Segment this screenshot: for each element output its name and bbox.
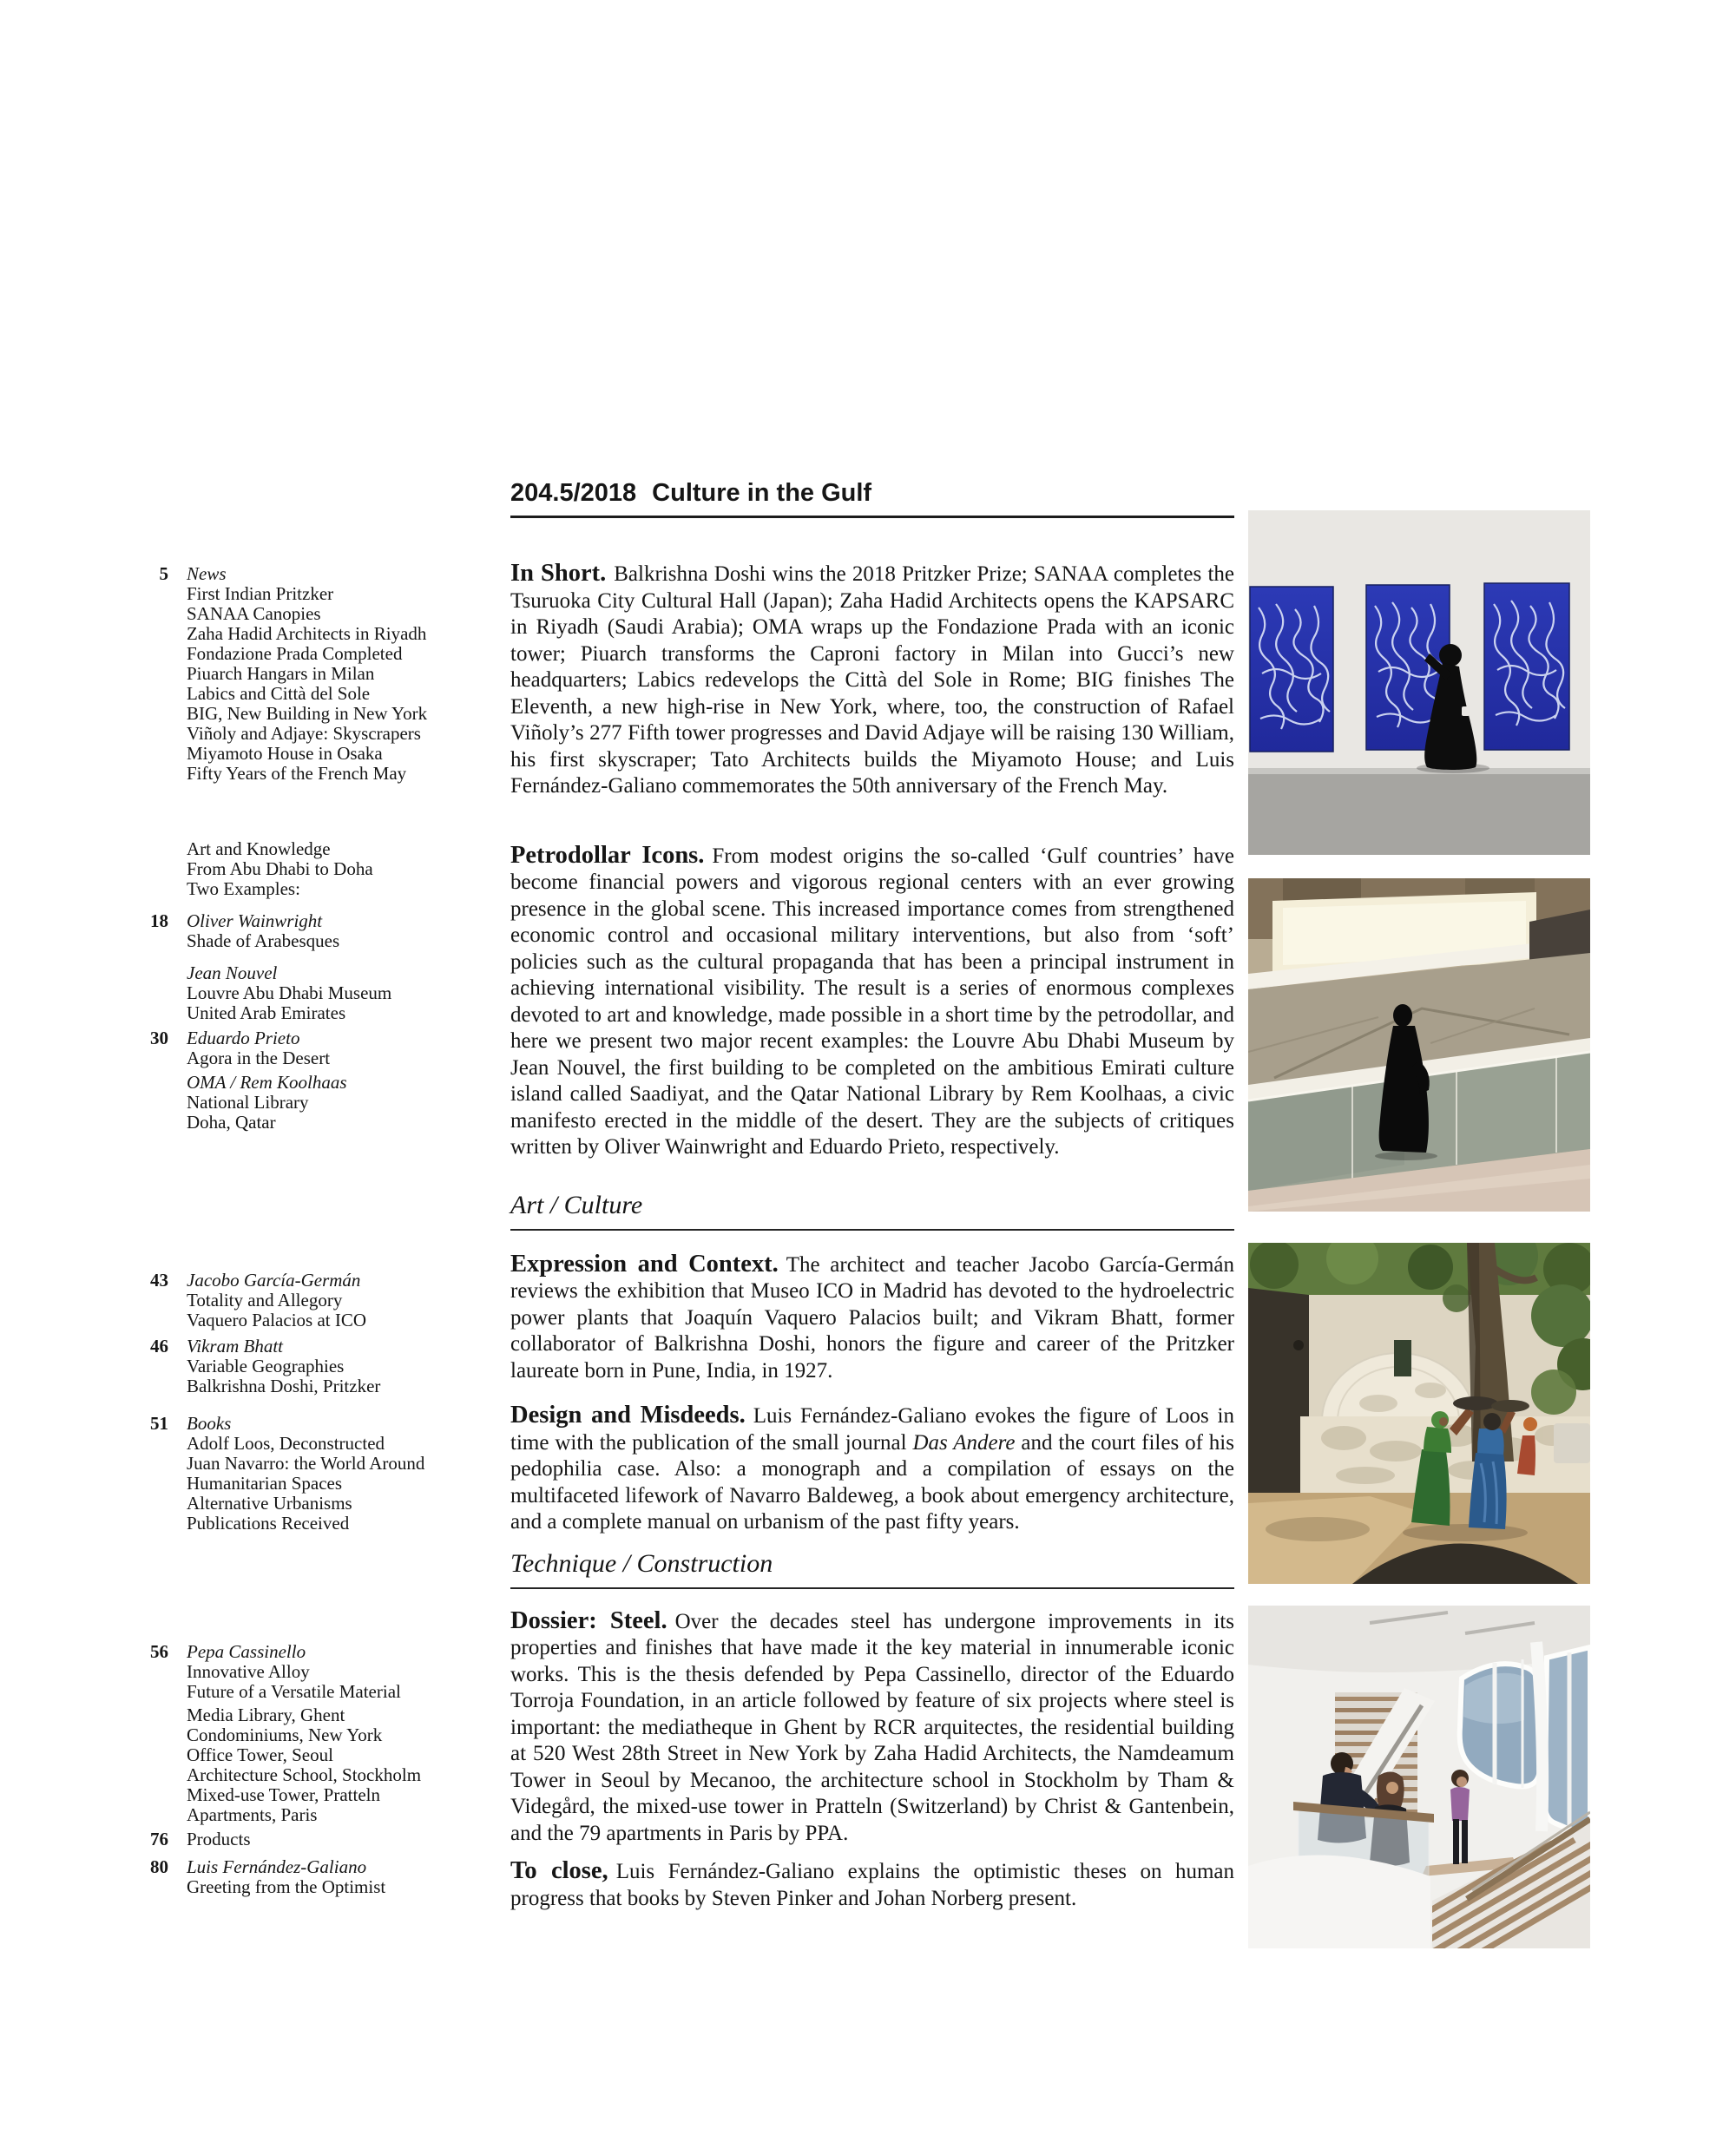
- toc-block: [130, 1271, 510, 1330]
- toc-line: News: [187, 563, 227, 584]
- toc-line: Publications Received: [187, 1513, 350, 1534]
- issue-number: 204.5/2018: [510, 479, 637, 507]
- toc-line: First Indian Pritzker: [187, 583, 334, 604]
- toc-page-number: 76: [150, 1829, 168, 1849]
- toc-page-number: [130, 839, 168, 899]
- toc-line: Miyamoto House in Osaka: [187, 743, 383, 764]
- toc-block: [130, 1337, 510, 1396]
- toc-block: [130, 839, 510, 899]
- toc-page-number: 18: [150, 910, 168, 931]
- toc-page-number: [130, 1705, 168, 1825]
- section-heading-technique-construction: Technique / Construction: [510, 1549, 1234, 1589]
- toc-block: [130, 1829, 510, 1849]
- toc-line: Office Tower, Seoul: [187, 1744, 333, 1765]
- toc-entry: [187, 839, 373, 899]
- toc-line: Eduardo Prieto: [187, 1028, 300, 1048]
- toc-line: Mixed-use Tower, Pratteln: [187, 1784, 381, 1805]
- issue-title: Culture in the Gulf: [652, 479, 872, 507]
- toc-line: Viñoly and Adjaye: Skyscrapers: [187, 723, 421, 744]
- toc-line: SANAA Canopies: [187, 603, 321, 624]
- journal-title: Das Andere: [912, 1430, 1016, 1455]
- toc-line: Piuarch Hangars in Milan: [187, 663, 375, 684]
- toc-page-number: 43: [150, 1270, 168, 1291]
- toc-block: [130, 1857, 510, 1897]
- toc-line: Doha, Qatar: [187, 1112, 276, 1133]
- toc-entry: [187, 1271, 366, 1330]
- toc-entry: [187, 1337, 380, 1396]
- toc-line: Adolf Loos, Deconstructed: [187, 1433, 385, 1454]
- toc-entry: [187, 564, 427, 784]
- toc-page-number: 30: [150, 1028, 168, 1048]
- summary-lead: To close,: [510, 1857, 608, 1884]
- toc-entry: [187, 1642, 401, 1702]
- summary-expression-context: [510, 1251, 1234, 1385]
- table-of-contents: [130, 564, 510, 1897]
- photo-gallery-blue-paintings: [1248, 510, 1590, 855]
- toc-line: Juan Navarro: the World Around: [187, 1453, 425, 1474]
- toc-line: Humanitarian Spaces: [187, 1473, 343, 1494]
- photo-1-image: [1248, 510, 1590, 855]
- toc-line: Alternative Urbanisms: [187, 1493, 352, 1514]
- toc-block: [130, 1642, 510, 1702]
- toc-entry: [187, 1073, 347, 1133]
- summaries-column: [510, 561, 1234, 1912]
- toc-line: Totality and Allegory: [187, 1290, 343, 1310]
- summary-body: Balkrishna Doshi wins the 2018 Pritzker Prize; SANAA completes the Tsuruoka City Cultural Hall (Japan); Zaha Hadid Architects opens the KAPSARC in Riyadh (Saudi Arabia); OMA wraps up the Fondazione Prada with an iconic tower; Piuarch transforms the Caproni factory in Milan into Gucci’s new headquarters; Labics redevelops the Città del Sole in Rome; BIG finishes The Eleventh, a new high-rise in New York, where, too, the construction of Rafael Viñoly’s 277 Fifth tower progresses and David Adjaye will be raising 130 William, his first skyscraper; Tato Architects builds the Miyamoto House; and Luis Fernández-Galiano commemorates the 50th anniversary of the French May.: [510, 562, 1234, 798]
- summary-design-misdeeds: [510, 1402, 1234, 1536]
- summary-lead: Expression and Context.: [510, 1250, 779, 1278]
- toc-line: National Library: [187, 1092, 309, 1113]
- toc-line: Shade of Arabesques: [187, 930, 340, 951]
- toc-line: Zaha Hadid Architects in Riyadh: [187, 623, 427, 644]
- toc-page-number: 51: [150, 1413, 168, 1434]
- toc-line: Art and Knowledge: [187, 838, 331, 859]
- toc-line: Innovative Alloy: [187, 1661, 310, 1682]
- toc-line: Two Examples:: [187, 878, 300, 899]
- toc-line: Condominiums, New York: [187, 1724, 383, 1745]
- toc-entry: [187, 1829, 251, 1849]
- summary-in-short: [510, 561, 1234, 800]
- toc-line: Oliver Wainwright: [187, 910, 323, 931]
- toc-line: Greeting from the Optimist: [187, 1876, 386, 1897]
- photo-india-street-scene: [1248, 1243, 1590, 1584]
- toc-page-number: 56: [150, 1641, 168, 1662]
- summary-petrodollar-icons: [510, 843, 1234, 1161]
- toc-entry: [187, 1705, 421, 1825]
- toc-line: Media Library, Ghent: [187, 1705, 345, 1725]
- toc-page-number: 46: [150, 1336, 168, 1356]
- toc-page-number: 5: [159, 563, 168, 584]
- page-title: [510, 479, 1234, 518]
- toc-page-number: [130, 1073, 168, 1133]
- photo-staircase-interior: [1248, 1606, 1590, 1948]
- summary-body: From modest origins the so-called ‘Gulf countries’ have become financial powers and vigorous regional centers with an ever growing presence in the global scene. This increased importance comes from strengthened economic control and occasional military interventions, but also from ‘soft’ policies such as the cultural propaganda that has been a principal instrument in achieving international visibility. The result is a series of enormous complexes devoted to art and knowledge, made possible in a short time by the petrodollar, and here we present two major recent examples: the Louvre Abu Dhabi Museum by Jean Nouvel, the first building to be completed on the ambitious Emirati culture island called Saadiyat, and the Qatar National Library by Rem Koolhaas, a civic manifesto erected in the middle of the desert. They are the subjects of critiques written by Oliver Wainwright and Eduardo Prieto, respectively.: [510, 844, 1234, 1159]
- summary-body: The architect and teacher Jacobo García-Germán reviews the exhibition that Museo ICO in Madrid has devoted to the hydroelectric power plants that Joaquín Vaquero Palacios built; and Vikram Bhatt, former collaborator of Balkrishna Doshi, honors the figure and career of the Pritzker laureate born in Pune, India, in 1927.: [510, 1252, 1235, 1383]
- toc-block: [130, 1028, 510, 1068]
- toc-line: Architecture School, Stockholm: [187, 1764, 422, 1785]
- section-heading-art-culture: Art / Culture: [510, 1191, 1234, 1231]
- toc-line: United Arab Emirates: [187, 1002, 346, 1023]
- toc-block: [130, 963, 510, 1023]
- toc-entry: [187, 1414, 424, 1534]
- toc-block: [130, 1705, 510, 1825]
- toc-line: Labics and Città del Sole: [187, 683, 371, 704]
- photo-library-walkway: [1248, 878, 1590, 1212]
- toc-line: Pepa Cassinello: [187, 1641, 306, 1662]
- toc-line: Agora in the Desert: [187, 1048, 331, 1068]
- toc-line: Louvre Abu Dhabi Museum: [187, 982, 392, 1003]
- toc-block: [130, 1073, 510, 1133]
- toc-line: Products: [187, 1829, 251, 1849]
- toc-line: BIG, New Building in New York: [187, 703, 428, 724]
- toc-line: Fifty Years of the French May: [187, 763, 407, 784]
- summary-body: Over the decades steel has undergone improvements in its properties and finishes that have made it the key material in innumerable iconic works. This is the thesis defended by Pepa Cassinello, director of the Eduardo Torroja Foundation, in an article followed by feature of six projects where steel is important: the mediatheque in Ghent by RCR arquitectes, the residential building at 520 West 28th Street in New York by Zaha Hadid Architects, the Namdeamum Tower in Seoul by Mecanoo, the architecture school in Stockholm by Tham & Videgård, the mixed-use tower in Pratteln (Switzerland) by Christ & Gantenbein, and the 79 apartments in Paris by PPA.: [510, 1609, 1234, 1845]
- toc-line: Vaquero Palacios at ICO: [187, 1310, 367, 1330]
- summary-body: and the court files of his pedophilia case. Also: a monograph and a compilation of essays on the multifaceted lifework of Navarro Baldeweg, a book about emergency architecture, and a complete manual on urbanism of the past fifty years.: [510, 1430, 1234, 1534]
- toc-line: Books: [187, 1413, 232, 1434]
- toc-line: Future of a Versatile Material: [187, 1681, 401, 1702]
- summary-lead: Petrodollar Icons.: [510, 841, 705, 869]
- toc-entry: [187, 1857, 385, 1897]
- toc-line: Luis Fernández-Galiano: [187, 1856, 367, 1877]
- toc-entry: [187, 1028, 330, 1068]
- toc-line: Apartments, Paris: [187, 1804, 318, 1825]
- toc-block: [130, 564, 510, 784]
- summary-to-close: [510, 1858, 1234, 1912]
- toc-line: Balkrishna Doshi, Pritzker: [187, 1376, 381, 1396]
- toc-line: From Abu Dhabi to Doha: [187, 858, 373, 879]
- toc-line: OMA / Rem Koolhaas: [187, 1072, 347, 1093]
- toc-entry: [187, 911, 339, 951]
- summary-dossier-steel: [510, 1608, 1234, 1848]
- toc-line: Vikram Bhatt: [187, 1336, 284, 1356]
- toc-block: [130, 1414, 510, 1534]
- summary-body: Luis Fernández-Galiano evokes the figure of Loos in time with the publication of the small journal: [510, 1404, 1235, 1455]
- summary-lead: Design and Misdeeds.: [510, 1402, 746, 1429]
- toc-block: [130, 911, 510, 951]
- toc-page-number: 80: [150, 1856, 168, 1877]
- photo-3-image: [1248, 1243, 1590, 1584]
- photo-4-image: [1248, 1606, 1590, 1948]
- photo-2-image: [1248, 878, 1590, 1212]
- toc-line: Jacobo García-Germán: [187, 1270, 361, 1291]
- toc-page-number: [130, 963, 168, 1023]
- toc-line: Variable Geographies: [187, 1356, 345, 1376]
- toc-line: Jean Nouvel: [187, 962, 278, 983]
- summary-lead: In Short.: [510, 560, 607, 587]
- summary-body: Luis Fernández-Galiano explains the optimistic theses on human progress that books by Steven Pinker and Johan Norberg present.: [510, 1860, 1234, 1910]
- toc-line: Fondazione Prada Completed: [187, 643, 403, 664]
- summary-lead: Dossier: Steel.: [510, 1606, 667, 1634]
- toc-entry: [187, 963, 391, 1023]
